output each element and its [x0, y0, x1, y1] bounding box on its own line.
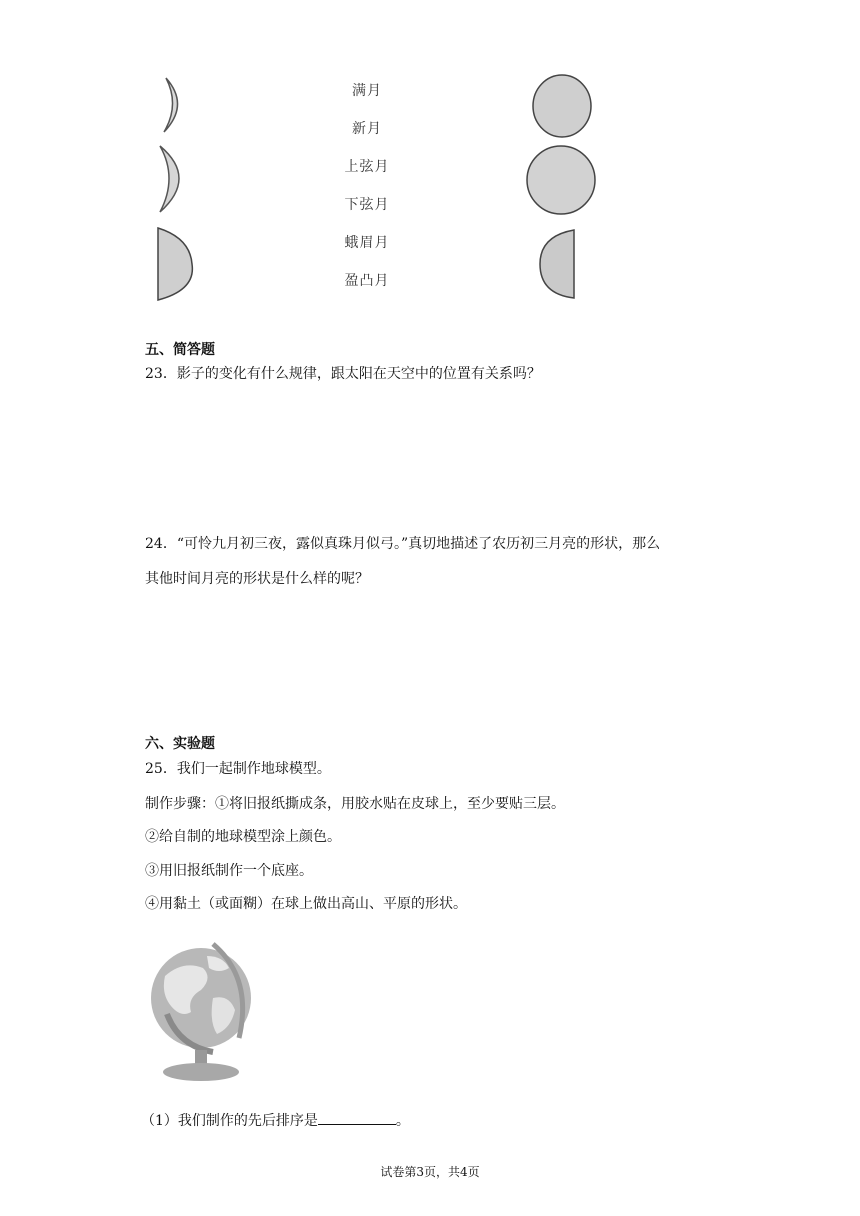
page-footer: 试卷第3页，共4页	[380, 1165, 480, 1179]
crescent-moon-icon	[160, 146, 179, 212]
half-moon-left-icon	[540, 230, 574, 298]
step-3: ③用旧报纸制作一个底座。	[145, 863, 313, 879]
moon-label-waxing-gibbous: 盈凸月	[344, 273, 390, 289]
step-4: ④用黏土（或面糊）在球上做出高山、平原的形状。	[145, 896, 467, 912]
gibbous-moon-icon	[533, 75, 591, 137]
sub-question-1-text: （1）我们制作的先后排序是	[141, 1113, 318, 1129]
half-moon-right-icon	[158, 228, 192, 300]
moon-label-first-quarter: 上弦月	[344, 159, 390, 175]
answer-blank[interactable]	[318, 1110, 396, 1125]
section-5-title: 五、简答题	[145, 342, 215, 358]
sub-question-1	[141, 1110, 410, 1131]
question-23: 23．影子的变化有什么规律，跟太阳在天空中的位置有关系吗？	[145, 366, 541, 382]
moon-label-waxing-crescent: 蛾眉月	[344, 235, 390, 251]
section-6-title: 六、实验题	[145, 736, 215, 752]
question-24-line-2: 其他时间月亮的形状是什么样的呢？	[145, 571, 369, 587]
full-moon-icon	[527, 146, 595, 214]
moon-label-new: 新月	[352, 121, 382, 137]
step-2: ②给自制的地球模型涂上颜色。	[145, 829, 341, 845]
thin-crescent-moon-icon	[164, 78, 178, 132]
step-1: 制作步骤：①将旧报纸撕成条，用胶水贴在皮球上，至少要贴三层。	[145, 796, 565, 812]
left-moon-shapes	[150, 70, 210, 310]
moon-label-full: 满月	[352, 83, 382, 99]
sub-question-1-suffix: 。	[395, 1113, 410, 1129]
question-25: 25．我们一起制作地球模型。	[145, 761, 331, 777]
moon-label-last-quarter: 下弦月	[344, 197, 390, 213]
right-moon-shapes	[520, 68, 610, 308]
globe-image	[143, 938, 263, 1088]
question-24-line-1: 24．“可怜九月初三夜，露似真珠月似弓。”真切地描述了农历初三月亮的形状，那么	[145, 536, 661, 552]
